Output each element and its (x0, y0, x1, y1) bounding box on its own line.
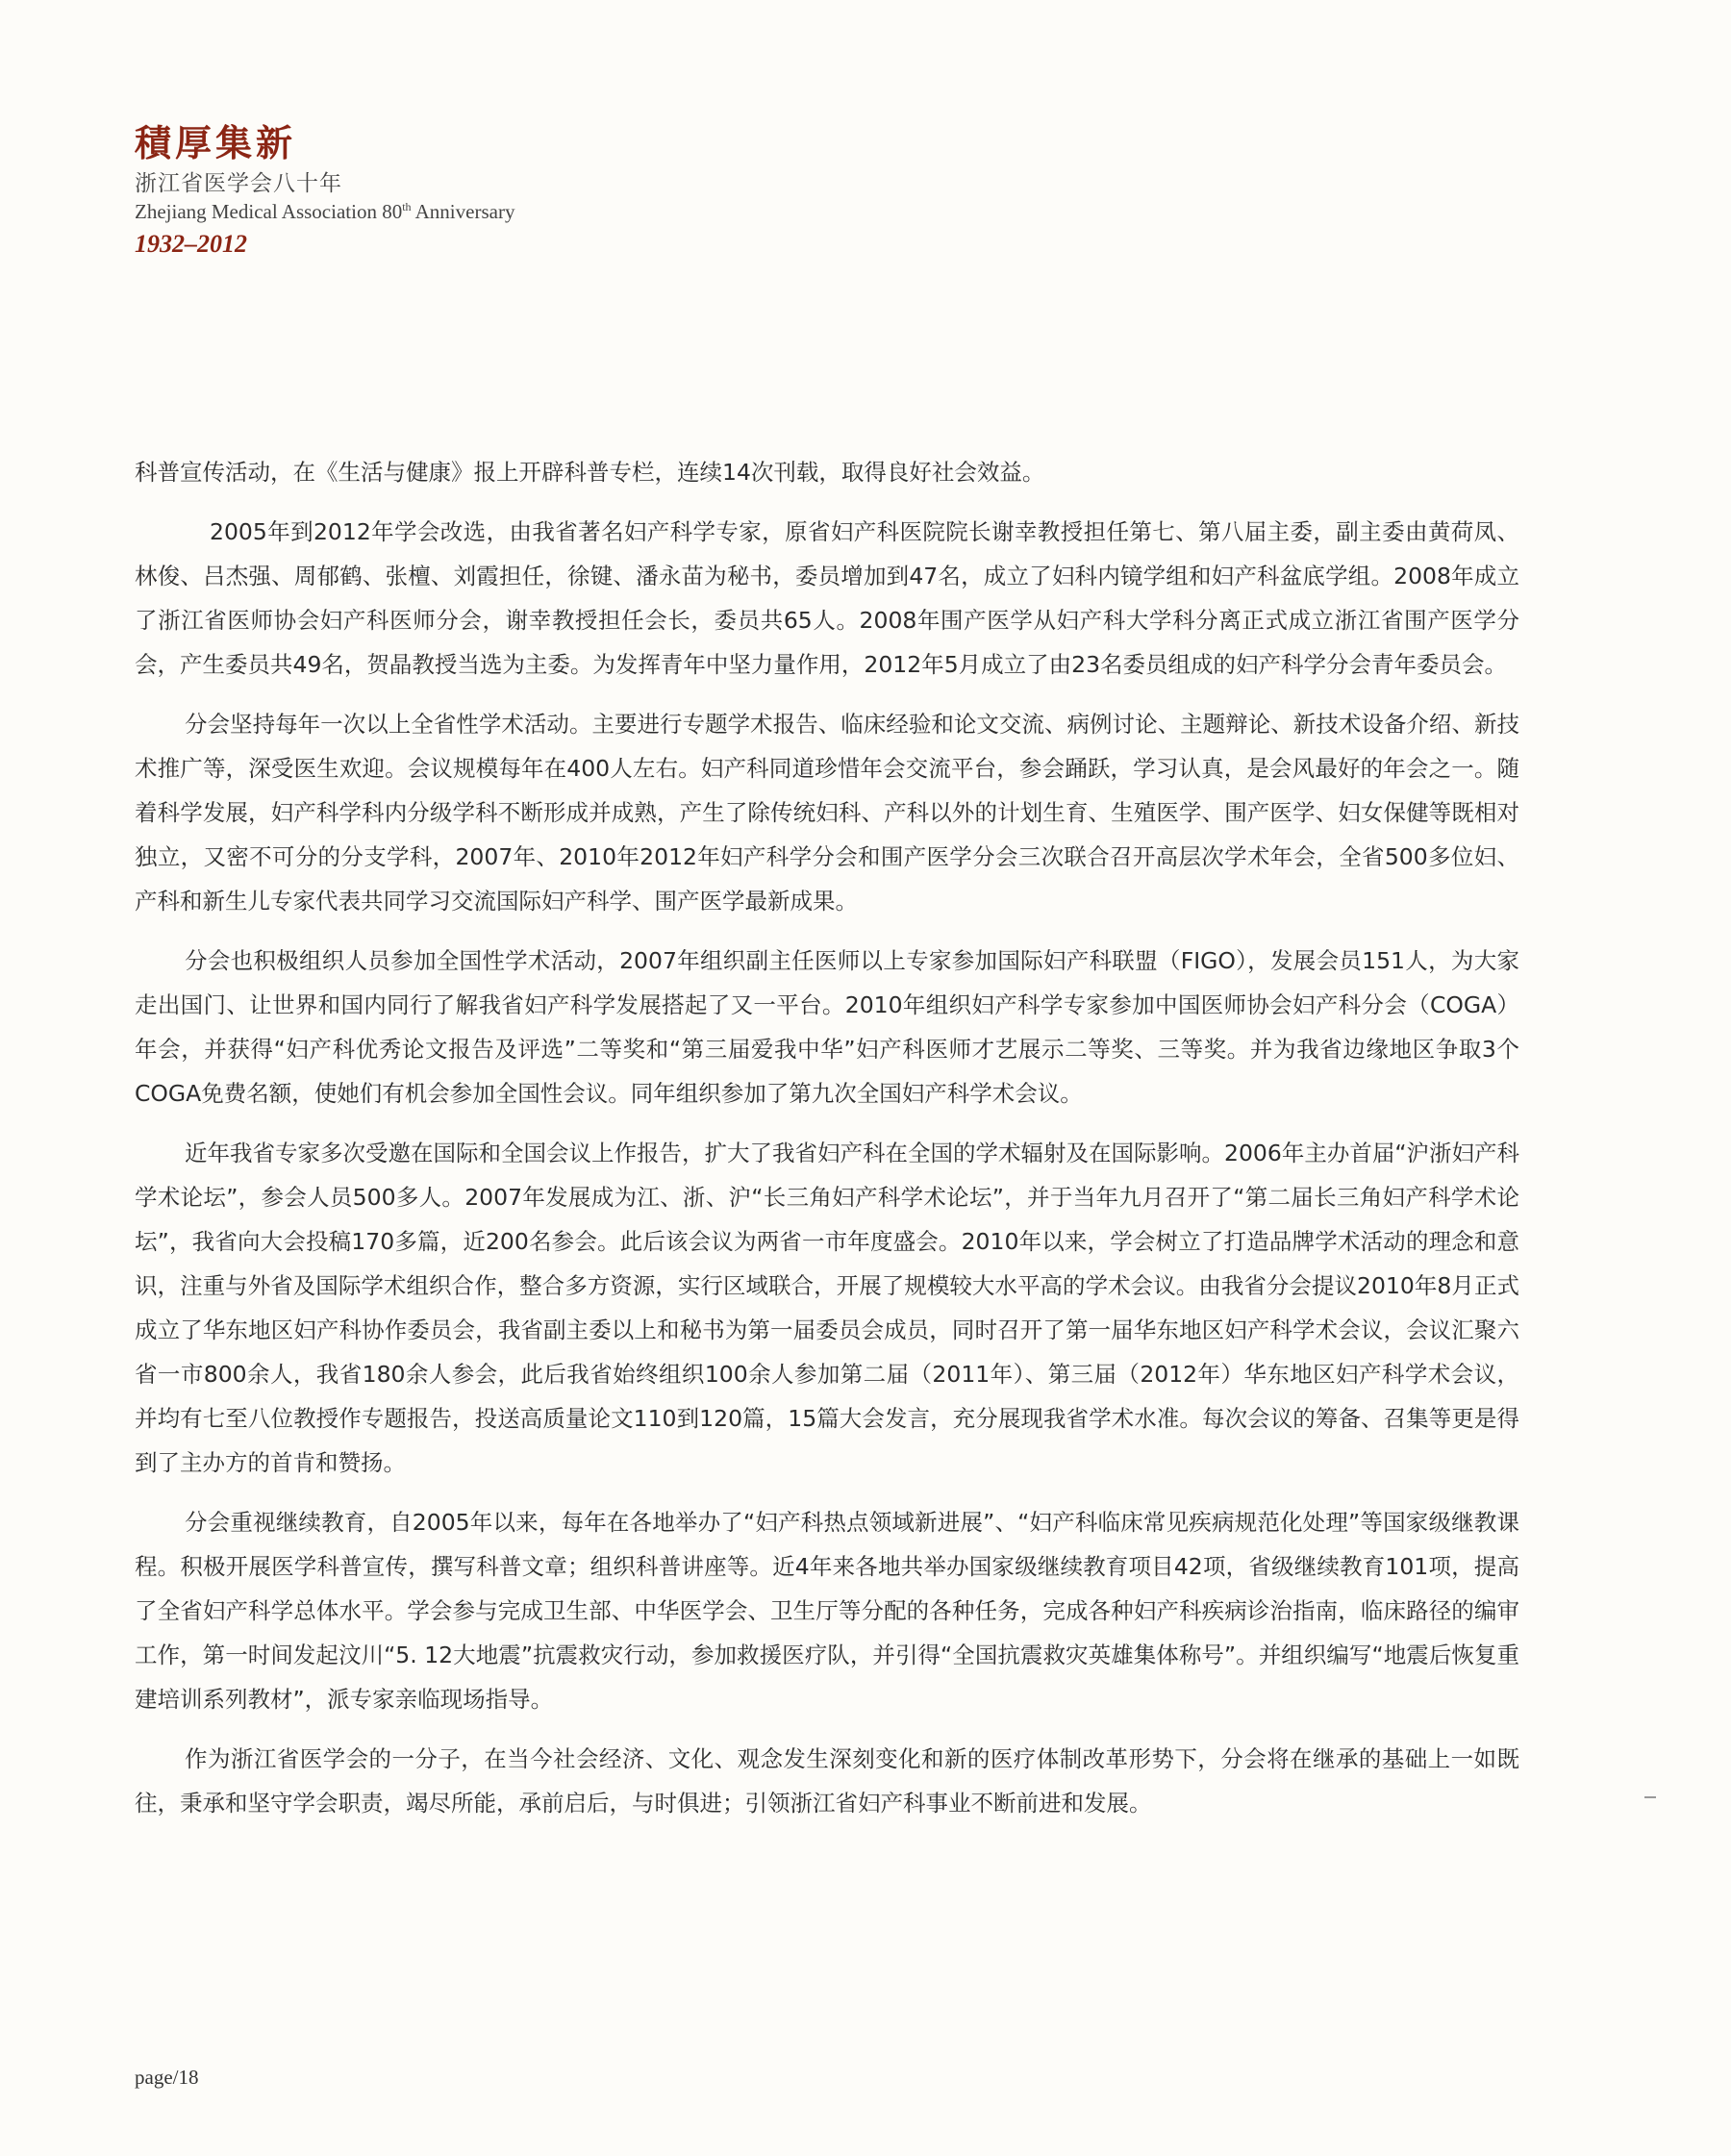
paragraph: 2005年到2012年学会改选，由我省著名妇产科学专家，原省妇产科医院院长谢幸教授担任第七、第八届主委，副主委由黄荷凤、林俊、吕杰强、周郁鹤、张檀、刘霞担任，徐键、潘永苗为秘书，委员增加到47名，成立了妇科内镜学组和妇产科盆底学组。2008年成立了浙江省医师协会妇产科医师分会，谢幸教授担任会长，委员共65人。2008年围产医学从妇产科大学科分离正式成立浙江省围产医学分会，产生委员共49名，贺晶教授当选为主委。为发挥青年中坚力量作用，2012年5月成立了由23名委员组成的妇产科学分会青年委员会。 (135, 518, 1519, 678)
association-title-en (135, 198, 514, 225)
scan-artifact (1644, 1796, 1656, 1798)
en-title-ordinal: th (402, 200, 412, 213)
paragraph: 近年我省专家多次受邀在国际和全国会议上作报告，扩大了我省妇产科在全国的学术辐射及在国际影响。2006年主办首届“沪浙妇产科学术论坛”，参会人员500多人。2007年发展成为江、浙、沪“长三角妇产科学术论坛”，并于当年九月召开了“第二届长三角妇产科学术论坛”，我省向大会投稿170多篇，近200名参会。此后该会议为两省一市年度盛会。2010年以来，学会树立了打造品牌学术活动的理念和意识，注重与外省及国际学术组织合作，整合多方资源，实行区域联合，开展了规模较大水平高的学术会议。由我省分会提议2010年8月正式成立了华东地区妇产科协作委员会，我省副主委以上和秘书为第一届委员会成员，同时召开了第一届华东地区妇产科学术会议，会议汇聚六省一市800余人，我省180余人参会，此后我省始终组织100余人参加第二届（2011年）、第三届（2012年）华东地区妇产科学术会议，并均有七至八位教授作专题报告，投送高质量论文110到120篇，15篇大会发言，充分展现我省学术水准。每次会议的筹备、召集等更是得到了主办方的首肯和赞扬。 (135, 1140, 1519, 1476)
paragraph: 分会坚持每年一次以上全省性学术活动。主要进行专题学术报告、临床经验和论文交流、病例讨论、主题辩论、新技术设备介绍、新技术推广等，深受医生欢迎。会议规模每年在400人左右。妇产科同道珍惜年会交流平台，参会踊跃，学习认真，是会风最好的年会之一。随着科学发展，妇产科学科内分级学科不断形成并成熟，产生了除传统妇科、产科以外的计划生育、生殖医学、围产医学、妇女保健等既相对独立，又密不可分的分支学科，2007年、2010年2012年妇产科学分会和围产医学分会三次联合召开高层次学术年会，全省500多位妇、产科和新生儿专家代表共同学习交流国际妇产科学、围产医学最新成果。 (135, 711, 1519, 915)
page-header (135, 121, 514, 262)
paragraph-continuation: 科普宣传活动，在《生活与健康》报上开辟科普专栏，连续14次刊载，取得良好社会效益。 (135, 459, 1045, 486)
calligraphy-logo (135, 121, 306, 163)
anniversary-years: 1932–2012 (135, 230, 247, 258)
paragraph: 分会重视继续教育，自2005年以来，每年在各地举办了“妇产科热点领域新进展”、“妇产科临床常见疾病规范化处理”等国家级继教课程。积极开展医学科普宣传，撰写科普文章；组织科普讲座等。近4年来各地共举办国家级继续教育项目42项，省级继续教育101项，提高了全省妇产科学总体水平。学会参与完成卫生部、中华医学会、卫生厅等分配的各种任务，完成各种妇产科疾病诊治指南，临床路径的编审工作，第一时间发起汶川“5. 12大地震”抗震救灾行动，参加救援医疗队，并引得“全国抗震救灾英雄集体称号”。并组织编写“地震后恢复重建培训系列教材”，派专家亲临现场指导。 (135, 1509, 1519, 1713)
logo-lettering: 積厚集新 (135, 121, 297, 163)
association-title-cn: 浙江省医学会八十年 (135, 171, 342, 196)
paragraph: 分会也积极组织人员参加全国性学术活动，2007年组织副主任医师以上专家参加国际妇产科联盟（FIGO），发展会员151人，为大家走出国门、让世界和国内同行了解我省妇产科学发展搭起了又一平台。2010年组织妇产科学专家参加中国医师协会妇产科分会（COGA）年会，并获得“妇产科优秀论文报告及评选”二等奖和“第三届爱我中华”妇产科医师才艺展示二等奖、三等奖。并为我省边缘地区争取3个COGA免费名额，使她们有机会参加全国性会议。同年组织参加了第九次全国妇产科学术会议。 (135, 947, 1519, 1107)
page-number: page/18 (135, 2066, 199, 2089)
en-title-suffix: Anniversary (411, 200, 515, 223)
paragraph: 作为浙江省医学会的一分子，在当今社会经济、文化、观念发生深刻变化和新的医疗体制改革形势下，分会将在继承的基础上一如既往，秉承和坚守学会职责，竭尽所能，承前启后，与时俱进；引领浙江省妇产科事业不断前进和发展。 (135, 1745, 1519, 1817)
en-title-main: Zhejiang Medical Association 80 (135, 200, 403, 223)
article-body (135, 450, 1519, 1841)
